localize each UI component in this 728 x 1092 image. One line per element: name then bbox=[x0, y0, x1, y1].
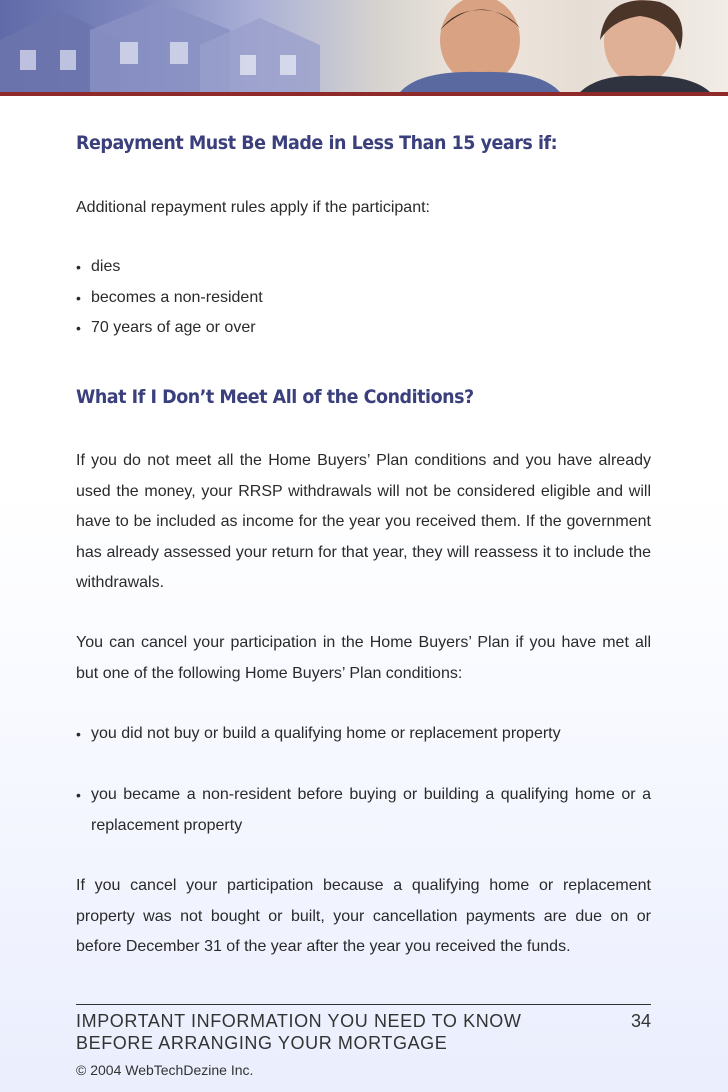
list-item: • you did not buy or build a qualifying home or replacement property bbox=[76, 719, 651, 750]
bullet-icon: • bbox=[76, 787, 81, 803]
list-item: • becomes a non-resident bbox=[76, 283, 651, 314]
bullet-icon: • bbox=[76, 726, 81, 742]
list-item: • dies bbox=[76, 252, 651, 283]
footer-title-line: IMPORTANT INFORMATION YOU NEED TO KNOW bbox=[76, 1011, 522, 1031]
header-photo-banner bbox=[0, 0, 728, 92]
conditions-paragraph: If you do not meet all the Home Buyers’ Plan conditions and you have already used the money, your RRSP withdrawals will not be considered eligible and will have to be included as income for the year you received them. If the government has already assessed your return for that year, they will reassess it to include the withdrawals. bbox=[76, 452, 651, 591]
intro-paragraph: Additional repayment rules apply if the participant: bbox=[76, 199, 430, 216]
cancel-paragraph: You can cancel your participation in the Home Buyers’ Plan if you have met all but one of the following Home Buyers’ Plan conditions: bbox=[76, 634, 651, 682]
list-item: • you became a non-resident before buying or building a qualifying home or a replacement property bbox=[76, 780, 651, 841]
participant-conditions-list bbox=[76, 252, 651, 344]
cancellation-paragraph: If you cancel your participation because a qualifying home or replacement property was not bought or built, your cancellation payments are due on or before December 31 of the year after the year you received the funds. bbox=[76, 877, 651, 955]
header-photo bbox=[0, 0, 728, 92]
page-number: 34 bbox=[630, 1011, 651, 1031]
footer-title-line: BEFORE ARRANGING YOUR MORTGAGE bbox=[76, 1033, 448, 1053]
footer-divider bbox=[76, 1004, 651, 1005]
bullet-icon: • bbox=[76, 289, 81, 306]
list-item: • 70 years of age or over bbox=[76, 313, 651, 344]
section-heading-conditions: What If I Don’t Meet All of the Conditions? bbox=[76, 386, 474, 408]
section-heading-repayment: Repayment Must Be Made in Less Than 15 years if: bbox=[76, 132, 558, 154]
footer-title bbox=[76, 1010, 522, 1054]
header-divider bbox=[0, 92, 728, 96]
bullet-icon: • bbox=[76, 320, 81, 336]
copyright-notice: © 2004 WebTechDezine Inc. bbox=[76, 1062, 254, 1078]
bullet-icon: • bbox=[76, 259, 81, 275]
